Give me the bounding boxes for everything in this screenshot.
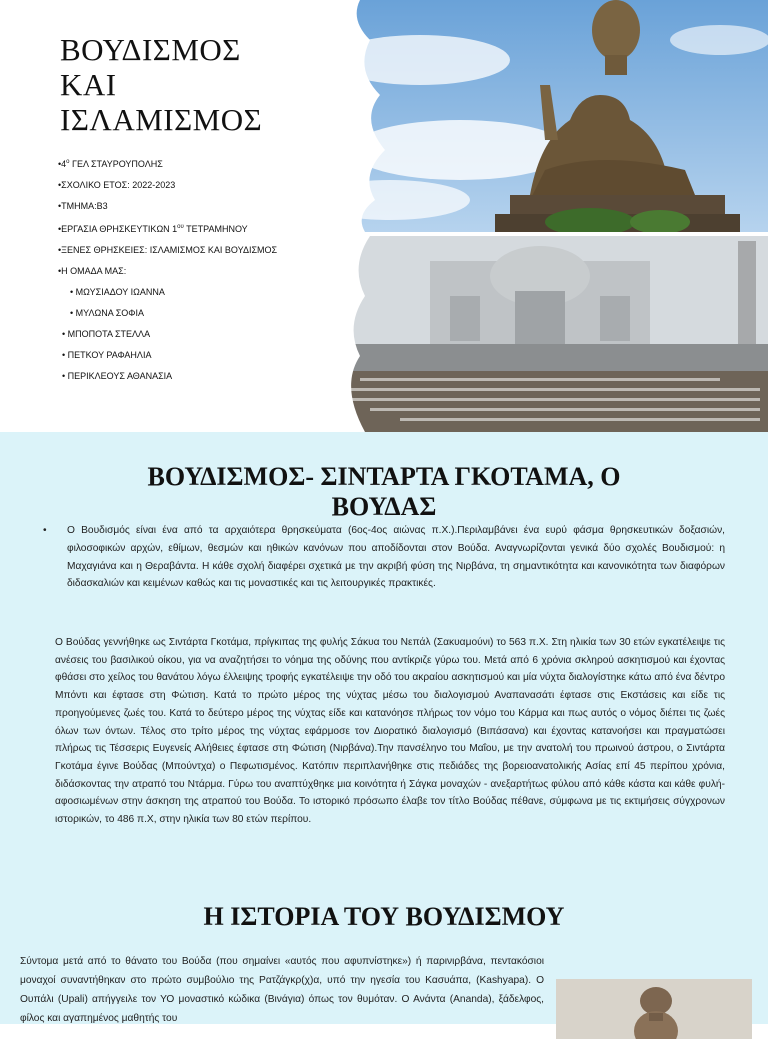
- team-member: • ΜΩΥΣΙΑΔΟΥ ΙΩΑΝΝΑ: [70, 287, 165, 297]
- section-heading: ΒΟΥΔΙΣΜΟΣ- ΣΙΝΤΑΡΤΑ ΓΚΟΤΑΜΑ, Ο ΒΟΥΔΑΣ: [147, 462, 621, 521]
- title-line-2: ΚΑΙ: [60, 67, 117, 102]
- team-member: • ΜΠΟΠΟΤΑ ΣΤΕΛΛΑ: [62, 329, 151, 339]
- slide-title: [60, 32, 262, 137]
- title-slide: [0, 0, 768, 432]
- info-topic: •ΞΕΝΕΣ ΘΡΗΣΚΕΙΕΣ: ΙΣΛΑΜΙΣΜΟΣ ΚΑΙ ΒΟΥΔΙΣΜΟΣ: [58, 245, 278, 255]
- team-member: • ΠΕΡΙΚΛΕΟΥΣ ΑΘΑΝΑΣΙΑ: [62, 371, 173, 381]
- title-line-1: ΒΟΥΔΙΣΜΟΣ: [60, 32, 241, 67]
- team-member: • ΠΕΤΚΟΥ ΡΑΦΑΗΛΙΑ: [62, 350, 152, 360]
- info-year: •ΣΧΟΛΙΚΟ ΕΤΟΣ: 2022-2023: [58, 180, 176, 190]
- info-school: $•4^o$ ΓΕΛ ΣΤΑΥΡΟΥΠΟΛΗΣ: [58, 159, 163, 169]
- title-line-3: ΙΣΛΑΜΙΣΜΟΣ: [60, 102, 263, 137]
- info-list: [58, 157, 308, 392]
- team-member: • ΜΥΛΩΝΑ ΣΟΦΙΑ: [70, 308, 144, 318]
- buddha-head-image: [556, 979, 752, 1039]
- history-paragraph: Σύντομα μετά από το θάνατο του Βούδα (που σημαίνει «αυτός που αφυπνίστηκε») ή παρινιρβάνα, πεντακόσιοι μοναχοί συναντήθηκαν στο πρώτο συμβούλιο της Ρατζάγκρ(χ)α, υπό την ηγεσία του Κασυάπα, (Kashyapa). Ο Ουπάλι (Upali) απήγγειλε τον ΥΟ μοναστικό κώδικα (Βινάγια) όπως τον θυμόταν. Ο Ανάντα (Ananda), ξάδελφος, φίλος και αγαπημένος μαθητής του: [20, 956, 544, 1024]
- info-dept: •ΤΜΗΜΑ:Β3: [58, 201, 108, 211]
- taj-mahal-image: [320, 236, 768, 432]
- info-team-label: •Η ΟΜΑΔΑ ΜΑΣ:: [58, 266, 127, 276]
- info-work: •ΕΡΓΑΣΙΑ ΘΡΗΣΚΕΥΤΙΚΩΝ $1^{o\upsilon}$ ΤΕΤΡΑΜΗΝΟΥ: [58, 224, 248, 234]
- bullet: •: [43, 525, 47, 536]
- biography-paragraph: Ο Βούδας γεννήθηκε ως Σιντάρτα Γκοτάμα, πρίγκιπας της φυλής Σάκυα του Νεπάλ (Σακυαμούνι) το 563 π.Χ. Στη ηλικία των 30 ετών εγκατέλειψε τις ανέσεις του βασιλικού οίκου, για να αναζητήσει το νόημα της οδύνης που αντίκριζε γύρω του. Μετά από 6 χρόνια σκληρού ασκητισμού και έχοντας φθάσει στο χείλος του θανάτου λόγω έλλειψης τροφής εγκατέλειψε την οδό του ακραίου ασκητισμού και μία νύχτα διαλογίστηκε κάτω από ένα δέντρο Μπόντι και έφτασε στη Φώτιση. Κατά το πρώτο μέρος της νύχτας μέσω του διαλογισμού Αναπανασάτι έφτασε στις Εκστάσεις και είδε τις προηγούμενες ζωές του. Κατά το δεύτερο μέρος της νύχτας είδε και κατανόησε πλήρως τον νόμο του Κάρμα και πως αυτός ο νόμος διέπει τις ζωές όλων των όντων. Τέλος στο τρίτο μέρος της νύχτας εφάρμοσε τον Διορατικό διαλογισμό (Βιπάσανα) και έχοντας κατανοήσει και πραγματώσει πλήρως τις Τέσσερις Ευγενείς Αλήθειες έφτασε στη Φώτιση (Νιρβάνα).Την πανσέληνο του Μαΐου, με την ανατολή του πρωινού άστρου, ο Σιντάρτα Γκοτάμα έγινε Βούδας (Μπούντχα) ο Πεφωτισμένος. Κατόπιν περιπλανήθηκε στις πεδιάδες της βορειοανατολικής Ασίας επί 45 περίπου χρόνια, διδάσκοντας την ατραπό του Ντάρμα. Γύρω του αναπτύχθηκε μια κοινότητα ή Σάγκα μοναχών - ανεξαρτήτως φύλου από κάθε κάστα και κάθε φυλή- αφοσιωμένων στην άσκηση της ατραπού του Βούδα. Το ιστορικό πρόσωπο έλαβε τον τίτλο Βούδας πέθανε, σύμφωνα με τις εκτιμήσεις σύγχρονων ιστορικών, το 486 π.Χ, στην ηλικία των 80 ετών περίπου.: [55, 637, 725, 826]
- history-heading: Η ΙΣΤΟΡΙΑ ΤΟΥ ΒΟΥΔΙΣΜΟΥ: [203, 902, 565, 931]
- content-section: [0, 432, 768, 1024]
- buddha-statue-image: [300, 0, 768, 232]
- intro-paragraph: • Ο Βουδισμός είναι ένα από τα αρχαιότερα θρησκεύματα (6ος-4ος αιώνας π.Χ.).Περιλαμβάνει ένα ευρύ φάσμα θρησκευτικών δοξασιών, φιλοσοφικών αρχών, εθίμων, θεσμών και ηθικών κανόνων που αποδίδονται στον Βούδα. Αναγνωρίζονται γενικά δύο σχολές Βουδισμού: η Μαχαγιάνα και η Θεραβάντα. Η κάθε σχολή διαφέρει σχετικά με την ακριβή φύση της Νιρβάνα, τη σημαντικότητα και κανονικότητα των διαφόρων διδασκαλιών και κειμένων καθώς και τις μοναστικές και τις λειτουργικές πρακτικές.: [55, 522, 725, 593]
